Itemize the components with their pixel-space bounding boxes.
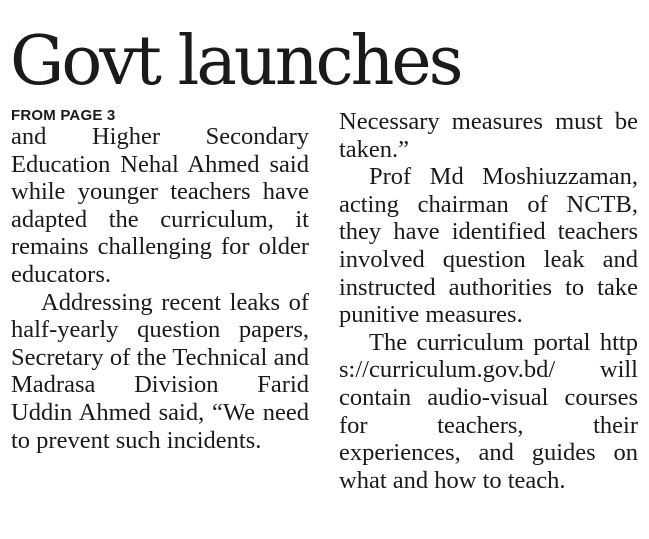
paragraph: and Higher Secondary Education Nehal Ahmed said while younger teachers have adapted the curriculum, it remains challenging for older educators.	[11, 123, 309, 288]
portal-url: https://curriculum.gov.bd/	[339, 328, 638, 384]
paragraph-text: The curriculum portal	[369, 328, 591, 356]
article-column-right	[339, 108, 638, 494]
paragraph-text: will contain audio-visual courses for teachers, their experiences, and guides on what and how to teach.	[339, 356, 638, 494]
paragraph: Prof Md Moshiuzzaman, acting chairman of NCTB, they have identified teachers involved question leak and instructed authorities to take punitive measures.	[339, 163, 638, 329]
headline: Govt launches	[10, 22, 461, 101]
continuation-kicker: FROM PAGE 3	[11, 107, 116, 124]
article-column-left	[11, 108, 309, 454]
paragraph	[339, 329, 638, 495]
paragraph: Necessary measures must be taken.”	[339, 108, 638, 163]
paragraph: Addressing recent leaks of half-yearly question papers, Secretary of the Technical and Madrasa Division Farid Uddin Ahmed said, “We need to prevent such incidents.	[11, 288, 309, 454]
